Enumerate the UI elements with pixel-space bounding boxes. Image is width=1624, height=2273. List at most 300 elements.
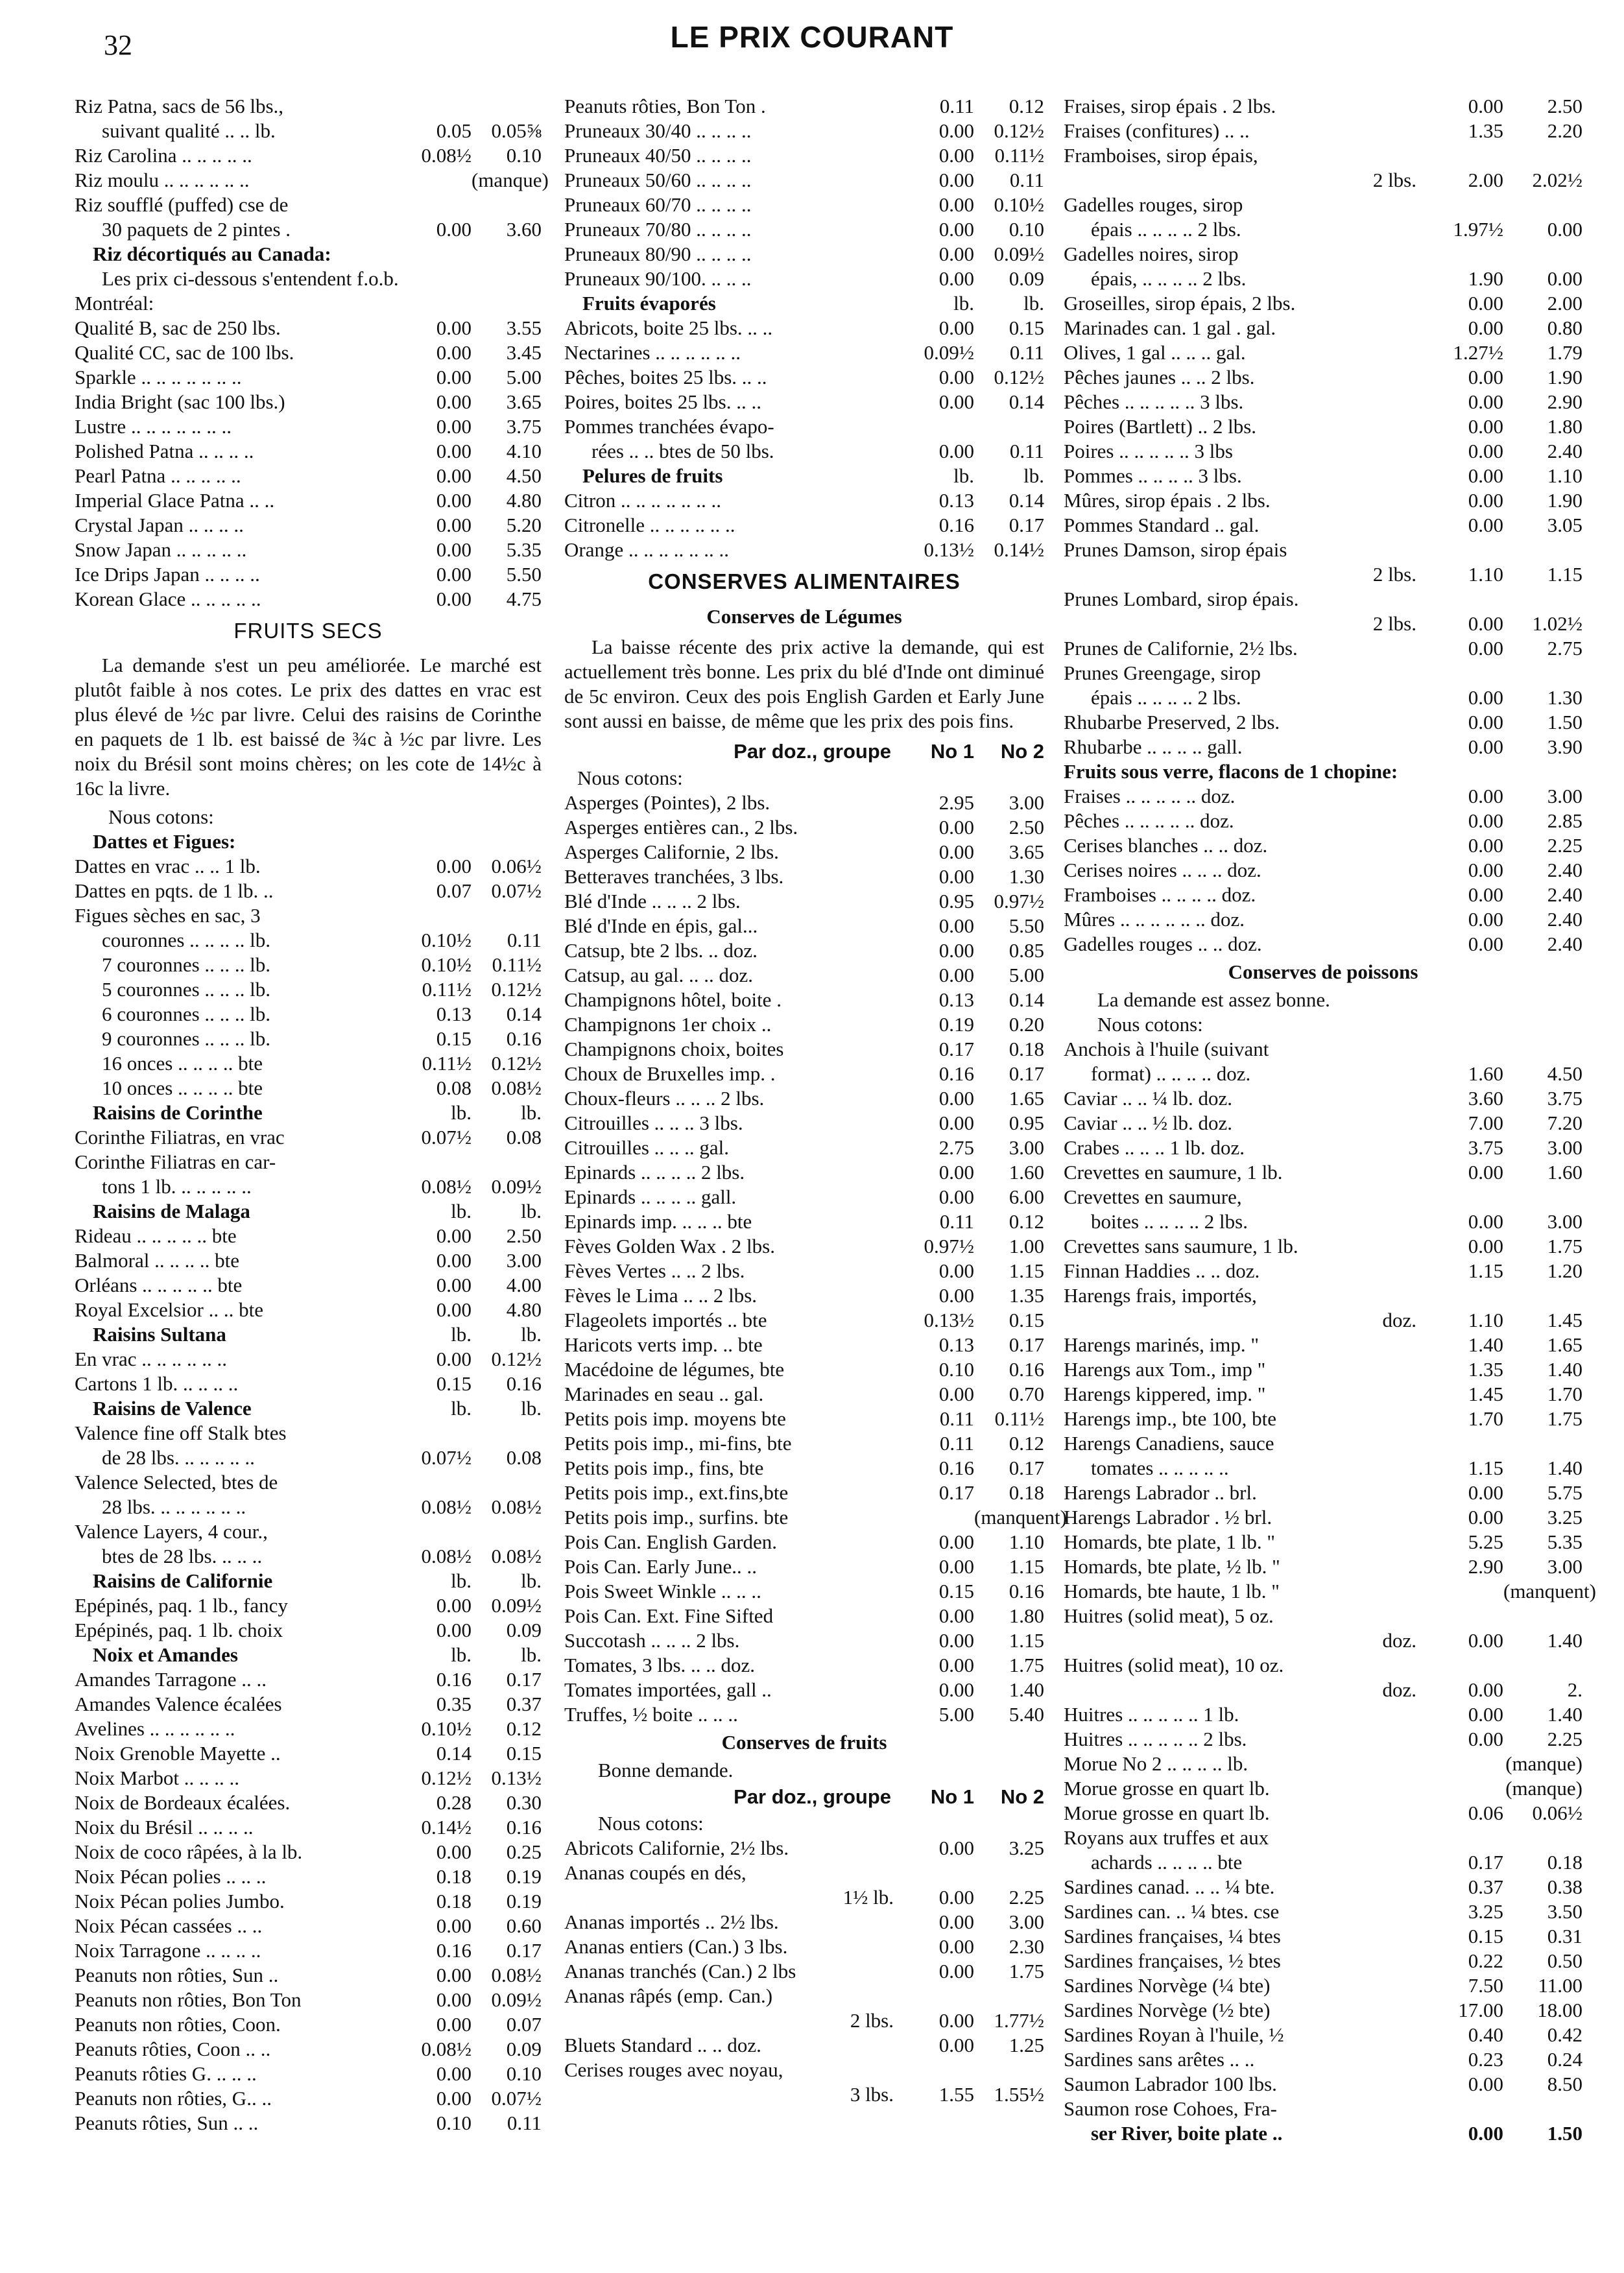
group-no1: No 1 — [930, 1785, 974, 1808]
price-max: 0.37 — [506, 1693, 542, 1715]
price-min: 0.95 — [938, 890, 974, 912]
price-row — [75, 1101, 542, 1125]
price-min: 0.17 — [1468, 1851, 1503, 1874]
price-row — [1064, 1407, 1582, 1431]
price-min: lb. — [451, 1397, 472, 1420]
price-max: 0.97½ — [994, 890, 1044, 912]
price-min: 0.11 — [939, 1210, 974, 1233]
price-row — [1064, 1875, 1582, 1899]
column-left — [75, 94, 549, 2136]
price-row — [75, 1174, 542, 1199]
item-label: tons 1 lb. .. .. .. .. .. — [102, 1175, 252, 1198]
price-row — [1064, 1949, 1582, 1973]
item-label: 5 couronnes .. .. .. lb. — [102, 978, 271, 1001]
price-row — [564, 1481, 1044, 1505]
price-max: 4.10 — [506, 440, 542, 462]
item-label: Orange .. .. .. .. .. .. .. — [564, 538, 729, 561]
price-max: 0.18 — [1547, 1851, 1582, 1874]
price-min: 0.00 — [436, 563, 472, 586]
price-min: 0.00 — [1468, 908, 1503, 931]
price-row — [1064, 1185, 1582, 1209]
price-row — [1064, 1111, 1582, 1136]
price-max: 2.50 — [506, 1224, 542, 1247]
price-max: 2.25 — [1547, 834, 1582, 857]
item-label: Fèves le Lima .. .. 2 lbs. — [564, 1284, 758, 1307]
price-row — [75, 1002, 542, 1027]
price-min: 0.10½ — [421, 1717, 472, 1740]
price-max: 5.20 — [506, 514, 542, 536]
price-max: 0.15 — [1009, 316, 1044, 339]
price-min: 1.10 — [1468, 1309, 1503, 1331]
fruits-secs-price-list — [75, 829, 542, 2136]
price-max: 0.15 — [506, 1742, 542, 1765]
item-label: Noix Pécan cassées .. .. — [75, 1914, 263, 1937]
item-label: India Bright (sac 100 lbs.) — [75, 390, 285, 413]
price-row — [1064, 1554, 1582, 1579]
price-max: 0.07½ — [491, 2087, 542, 2110]
price-row — [564, 1407, 1044, 1431]
item-label: Petits pois imp. moyens bte — [564, 1407, 786, 1430]
price-row — [1064, 267, 1582, 291]
price-max: 1.75 — [1547, 1407, 1582, 1430]
price-max: 1.40 — [1547, 1703, 1582, 1726]
item-label: épais .. .. .. .. 2 lbs. — [1091, 686, 1241, 709]
price-min: 1.35 — [1468, 1358, 1503, 1381]
price-row — [564, 119, 1044, 143]
price-min: 0.00 — [1468, 2122, 1503, 2145]
price-min: 0.08½ — [421, 1175, 472, 1198]
fruits-conserves-price-list — [564, 1836, 1044, 2107]
price-row — [75, 1544, 542, 1569]
item-label: Petits pois imp., fins, bte — [564, 1457, 764, 1479]
item-label: Royal Excelsior .. .. bte — [75, 1298, 263, 1321]
price-min: 7.00 — [1468, 1112, 1503, 1134]
price-min: 0.13 — [938, 1333, 974, 1356]
item-label: Pommes .. .. .. .. 3 lbs. — [1064, 464, 1242, 487]
item-label: Mûres, sirop épais . 2 lbs. — [1064, 489, 1271, 512]
price-min — [1420, 1752, 1503, 1776]
price-min: 0.00 — [938, 1886, 974, 1909]
item-label: Asperges Californie, 2 lbs. — [564, 840, 779, 863]
price-min: 0.11 — [939, 1432, 974, 1455]
price-row — [1064, 119, 1582, 143]
item-label: Ananas râpés (emp. Can.) — [564, 1984, 773, 2007]
item-label: Sardines françaises, ¼ btes — [1064, 1925, 1281, 1947]
item-label: Ananas tranchés (Can.) 2 lbs — [564, 1960, 796, 1982]
price-row — [1064, 1259, 1582, 1283]
item-label: Pêches .. .. .. .. .. 3 lbs. — [1064, 390, 1244, 413]
price-max: 0.17 — [1009, 1333, 1044, 1356]
price-row — [564, 1702, 1044, 1727]
item-label: Royans aux truffes et aux — [1064, 1826, 1269, 1849]
price-max: 0.18 — [1009, 1038, 1044, 1060]
price-min: 1.60 — [1468, 1062, 1503, 1085]
price-row — [75, 2012, 542, 2037]
price-row — [75, 488, 542, 513]
item-label: Pruneaux 30/40 .. .. .. .. — [564, 119, 752, 142]
price-row — [564, 1959, 1044, 1984]
price-min: 3.60 — [1468, 1087, 1503, 1110]
price-row — [1064, 932, 1582, 957]
item-label: Sardines Norvège (¼ bte) — [1064, 1974, 1271, 1997]
item-label: Korean Glace .. .. .. .. .. — [75, 588, 261, 610]
price-min: 0.00 — [938, 939, 974, 962]
price-max: 3.00 — [1547, 1210, 1582, 1233]
price-min: 0.00 — [436, 390, 472, 413]
price-row — [75, 1692, 542, 1717]
price-row — [1064, 784, 1582, 809]
price-max: 3.00 — [1547, 785, 1582, 807]
price-row — [564, 864, 1044, 889]
price-row — [1064, 217, 1582, 242]
price-min: 0.00 — [938, 169, 974, 191]
item-label: Peanuts rôties G. .. .. .. — [75, 2062, 257, 2085]
item-label: Pommes tranchées évapo- — [564, 415, 774, 438]
price-min: 0.10 — [436, 2112, 472, 2134]
item-label: Huitres (solid meat), 10 oz. — [1064, 1654, 1284, 1676]
price-row — [75, 1569, 542, 1593]
price-min: 0.00 — [938, 243, 974, 265]
price-row — [75, 829, 542, 854]
item-label: Avelines .. .. .. .. .. .. — [75, 1717, 235, 1740]
price-row — [75, 1347, 542, 1372]
price-max: 0.14 — [1009, 988, 1044, 1011]
item-label: Rideau .. .. .. .. .. bte — [75, 1224, 237, 1247]
price-min: 0.00 — [938, 366, 974, 388]
price-row — [564, 1037, 1044, 1062]
price-min: 0.00 — [938, 1161, 974, 1184]
price-row — [75, 1914, 542, 1938]
item-label: Raisins de Corinthe — [93, 1101, 263, 1124]
item-label: Pois Sweet Winkle .. .. .. — [564, 1580, 761, 1602]
price-row — [1064, 1653, 1582, 1678]
item-label: 30 paquets de 2 pintes . — [102, 218, 291, 241]
price-max: 4.00 — [506, 1274, 542, 1296]
price-min: 2.95 — [938, 791, 974, 814]
price-max: 0.11 — [1009, 341, 1044, 364]
item-label: Harengs Labrador . ½ brl. — [1064, 1506, 1272, 1529]
price-min: 0.00 — [1468, 489, 1503, 512]
price-min: 0.40 — [1468, 2023, 1503, 2046]
price-row — [564, 2082, 1044, 2107]
price-min: 1.55 — [938, 2083, 974, 2106]
item-label: Groseilles, sirop épais, 2 lbs. — [1064, 292, 1296, 315]
price-max: 3.00 — [506, 1249, 542, 1272]
price-min: 0.28 — [436, 1791, 472, 1814]
price-row — [75, 2111, 542, 2136]
price-row — [564, 365, 1044, 390]
price-min: 0.00 — [436, 440, 472, 462]
price-max: 0.12½ — [994, 366, 1044, 388]
price-row — [75, 1741, 542, 1766]
price-max: 0.30 — [506, 1791, 542, 1814]
item-label: doz. — [1382, 1678, 1416, 1701]
price-min: 0.17 — [938, 1481, 974, 1504]
price-row — [75, 2037, 542, 2062]
price-min: 0.00 — [1468, 440, 1503, 462]
price-max: 0.09½ — [491, 1988, 542, 2011]
price-min: 0.00 — [1468, 464, 1503, 487]
price-row — [75, 1446, 542, 1470]
item-label: Prunes Damson, sirop épais — [1064, 538, 1287, 561]
price-row — [564, 1910, 1044, 1934]
price-max: 0.06½ — [1532, 1802, 1582, 1824]
item-label: Abricots Californie, 2½ lbs. — [564, 1837, 789, 1859]
price-max: 4.50 — [1547, 1062, 1582, 1085]
price-max: 0.12½ — [994, 119, 1044, 142]
item-label: Ananas coupés en dés, — [564, 1861, 746, 1884]
price-max: 0.05⅝ — [491, 119, 542, 142]
price-row — [75, 94, 542, 119]
price-max: 2.40 — [1547, 440, 1582, 462]
price-min: 0.18 — [436, 1865, 472, 1888]
price-max: 3.00 — [1009, 1136, 1044, 1159]
price-max: 1.60 — [1009, 1161, 1044, 1184]
price-row — [564, 168, 1044, 193]
price-min: 0.11½ — [422, 978, 472, 1001]
item-label: Poires, boites 25 lbs. .. .. — [564, 390, 761, 413]
price-max: 0.12 — [1009, 1210, 1044, 1233]
price-row — [75, 1298, 542, 1322]
item-label: btes de 28 lbs. .. .. .. — [102, 1545, 263, 1567]
item-label: Tomates, 3 lbs. .. .. doz. — [564, 1654, 756, 1676]
price-row — [75, 1199, 542, 1224]
price-min: 0.00 — [436, 464, 472, 487]
price-min: 0.00 — [436, 2062, 472, 2085]
price-max: 1.90 — [1547, 489, 1582, 512]
price-max: 0.08½ — [491, 1545, 542, 1567]
item-label: Sparkle .. .. .. .. .. .. .. — [75, 366, 242, 388]
price-min: 0.00 — [938, 2009, 974, 2032]
price-row — [1064, 1382, 1582, 1407]
price-min: 0.23 — [1468, 2048, 1503, 2071]
price-max: 0.10 — [1009, 218, 1044, 241]
item-label: Haricots verts imp. .. bte — [564, 1333, 763, 1356]
price-min: 0.00 — [436, 1840, 472, 1863]
price-min: 0.17 — [938, 1038, 974, 1060]
price-max: 1.70 — [1547, 1383, 1582, 1405]
item-label: Cerises noires .. .. .. doz. — [1064, 859, 1261, 881]
price-max: 0.11 — [507, 2112, 542, 2134]
price-row — [564, 1185, 1044, 1209]
price-row — [1064, 2072, 1582, 2097]
price-min — [1420, 1776, 1503, 1801]
price-row — [1064, 833, 1582, 858]
price-min: 0.00 — [436, 2013, 472, 2036]
price-max: 1.75 — [1009, 1654, 1044, 1676]
item-label: En vrac .. .. .. .. .. .. — [75, 1348, 228, 1370]
price-row — [564, 1357, 1044, 1382]
price-row — [75, 1840, 542, 1864]
price-min — [1420, 1579, 1503, 1604]
price-max: 1.35 — [1009, 1284, 1044, 1307]
price-min: 0.22 — [1468, 1949, 1503, 1972]
price-row — [564, 488, 1044, 513]
item-label: achards .. .. .. .. bte — [1091, 1851, 1243, 1874]
fruits-conserves-price-list-cont — [1064, 94, 1582, 957]
item-label: Fruits évaporés — [582, 292, 716, 315]
price-max: 18.00 — [1537, 1999, 1582, 2021]
conserves-fruits-heading: Conserves de fruits — [721, 1731, 887, 1754]
price-max: 1.50 — [1547, 2122, 1582, 2145]
item-label: Valence Selected, btes de — [75, 1471, 278, 1494]
item-label: Crevettes en saumure, 1 lb. — [1064, 1161, 1283, 1184]
price-max: 3.25 — [1547, 1506, 1582, 1529]
price-max: 3.50 — [1547, 1900, 1582, 1923]
item-label: Crevettes sans saumure, 1 lb. — [1064, 1235, 1298, 1257]
item-label: Marinades en seau .. gal. — [564, 1383, 764, 1405]
item-label: Balmoral .. .. .. .. bte — [75, 1249, 239, 1272]
item-label: Anchois à l'huile (suivant — [1064, 1038, 1269, 1060]
nous-cotons-label: Nous cotons: — [1097, 1013, 1203, 1036]
price-row — [564, 1111, 1044, 1136]
poissons-demand-line: La demande est assez bonne. — [1097, 988, 1330, 1011]
price-row — [75, 1027, 542, 1051]
price-max: 1.60 — [1547, 1161, 1582, 1184]
price-row — [1064, 1628, 1582, 1653]
item-label: Harengs marinés, imp. " — [1064, 1333, 1260, 1356]
item-label: Nectarines .. .. .. .. .. .. — [564, 341, 741, 364]
price-row — [564, 1259, 1044, 1283]
price-row — [564, 988, 1044, 1012]
price-row — [75, 1470, 542, 1495]
item-label: Choux de Bruxelles imp. . — [564, 1062, 776, 1085]
price-min: 0.08½ — [421, 144, 472, 167]
price-max: 0.17 — [1009, 1457, 1044, 1479]
price-max: 2.40 — [1547, 908, 1582, 931]
item-label: Amandes Valence écalées — [75, 1693, 282, 1715]
price-row — [1064, 464, 1582, 488]
price-max: 0.08½ — [491, 1964, 542, 1986]
item-label: Epépinés, paq. 1 lb. choix — [75, 1619, 283, 1641]
item-label: Crystal Japan .. .. .. .. — [75, 514, 244, 536]
price-min: 0.00 — [436, 1619, 472, 1641]
price-row — [1064, 242, 1582, 267]
price-max: 3.45 — [506, 341, 542, 364]
price-max: 0.00 — [1547, 267, 1582, 290]
price-row — [1064, 1752, 1582, 1776]
price-row — [564, 94, 1044, 119]
item-label: suivant qualité .. .. lb. — [102, 119, 276, 142]
price-max: 1.40 — [1009, 1678, 1044, 1701]
item-label: Gadelles noires, sirop — [1064, 243, 1239, 265]
price-max: 0.08½ — [491, 1495, 542, 1518]
item-label: Pruneaux 60/70 .. .. .. .. — [564, 193, 752, 216]
item-label: Fèves Vertes .. .. 2 lbs. — [564, 1259, 745, 1282]
item-label: tomates .. .. .. .. .. — [1091, 1457, 1229, 1479]
item-label: Dattes en pqts. de 1 lb. .. — [75, 879, 274, 902]
price-min: 0.14½ — [421, 1816, 472, 1839]
item-label: Olives, 1 gal .. .. .. gal. — [1064, 341, 1246, 364]
price-min: 0.00 — [938, 1555, 974, 1578]
rice-price-list — [75, 94, 549, 612]
price-row — [1064, 1234, 1582, 1259]
item-label: Bluets Standard .. .. doz. — [564, 2034, 761, 2056]
price-row — [1064, 291, 1582, 316]
price-row — [75, 1643, 542, 1667]
price-max: 1.10 — [1009, 1530, 1044, 1553]
price-row — [564, 538, 1044, 562]
price-min: 0.00 — [938, 1654, 974, 1676]
price-row — [75, 1815, 542, 1840]
price-row — [75, 119, 542, 143]
item-label: 10 onces .. .. .. .. bte — [102, 1077, 263, 1099]
price-min: 0.10½ — [421, 953, 472, 976]
price-row — [1064, 1456, 1582, 1481]
price-row — [1064, 883, 1582, 907]
item-label: Noix et Amandes — [93, 1643, 238, 1666]
price-row — [1064, 1998, 1582, 2023]
price-row — [564, 1160, 1044, 1185]
price-max: 1.15 — [1009, 1259, 1044, 1282]
item-label: Epinards imp. .. .. .. bte — [564, 1210, 752, 1233]
item-label: 28 lbs. .. .. .. .. .. .. — [102, 1495, 246, 1518]
item-label: Peanuts rôties, Coon .. .. — [75, 2038, 271, 2060]
price-min: 0.00 — [1468, 415, 1503, 438]
item-label: Harengs Canadiens, sauce — [1064, 1432, 1274, 1455]
price-max: 0.17 — [506, 1668, 542, 1691]
item-label: Cartons 1 lb. .. .. .. .. — [75, 1372, 239, 1395]
price-min: 5.25 — [1468, 1530, 1503, 1553]
conserves-heading: CONSERVES ALIMENTAIRES — [648, 569, 961, 593]
price-row — [75, 1224, 542, 1248]
price-min: 3.25 — [1468, 1900, 1503, 1923]
price-row — [564, 217, 1044, 242]
item-label: 2 lbs. — [1372, 612, 1416, 635]
price-min: 0.00 — [1468, 834, 1503, 857]
price-row — [75, 464, 542, 488]
price-max: 2.90 — [1547, 390, 1582, 413]
item-label: Polished Patna .. .. .. .. — [75, 440, 254, 462]
price-min: 0.00 — [436, 1348, 472, 1370]
item-label: Pois Can. English Garden. — [564, 1530, 778, 1553]
price-min: 1.15 — [1468, 1457, 1503, 1479]
price-max: 4.80 — [506, 1298, 542, 1321]
item-label: Rhubarbe .. .. .. .. gall. — [1064, 735, 1243, 758]
price-row — [1064, 759, 1582, 784]
price-row — [75, 242, 542, 267]
item-label: Noix de coco râpées, à la lb. — [75, 1840, 303, 1863]
price-min: 0.00 — [1468, 1481, 1503, 1504]
price-min: 0.00 — [436, 1594, 472, 1617]
price-max: 7.20 — [1547, 1112, 1582, 1134]
price-min: 0.08½ — [421, 2038, 472, 2060]
price-max: 0.20 — [1009, 1013, 1044, 1036]
price-row — [564, 1505, 1067, 1530]
price-row — [1064, 365, 1582, 390]
price-max: 1.79 — [1547, 341, 1582, 364]
item-label: Champignons choix, boites — [564, 1038, 784, 1060]
price-min: 0.10½ — [421, 929, 472, 951]
price-min: 0.00 — [938, 119, 974, 142]
price-row — [564, 513, 1044, 538]
price-row — [75, 1791, 542, 1815]
price-min: 0.00 — [938, 1087, 974, 1110]
price-min: 0.00 — [1468, 1161, 1503, 1184]
price-min: 0.00 — [436, 316, 472, 339]
price-row — [1064, 94, 1582, 119]
price-min: 0.08½ — [421, 1495, 472, 1518]
price-row — [75, 217, 542, 242]
price-min: 1.15 — [1468, 1259, 1503, 1282]
price-row — [564, 291, 1044, 316]
price-min: 0.19 — [938, 1013, 974, 1036]
price-row — [1064, 1776, 1582, 1801]
item-label: Epinards .. .. .. .. gall. — [564, 1185, 737, 1208]
item-label: Ice Drips Japan .. .. .. .. — [75, 563, 260, 586]
price-row — [1064, 143, 1582, 168]
price-max: 0.13½ — [491, 1767, 542, 1789]
